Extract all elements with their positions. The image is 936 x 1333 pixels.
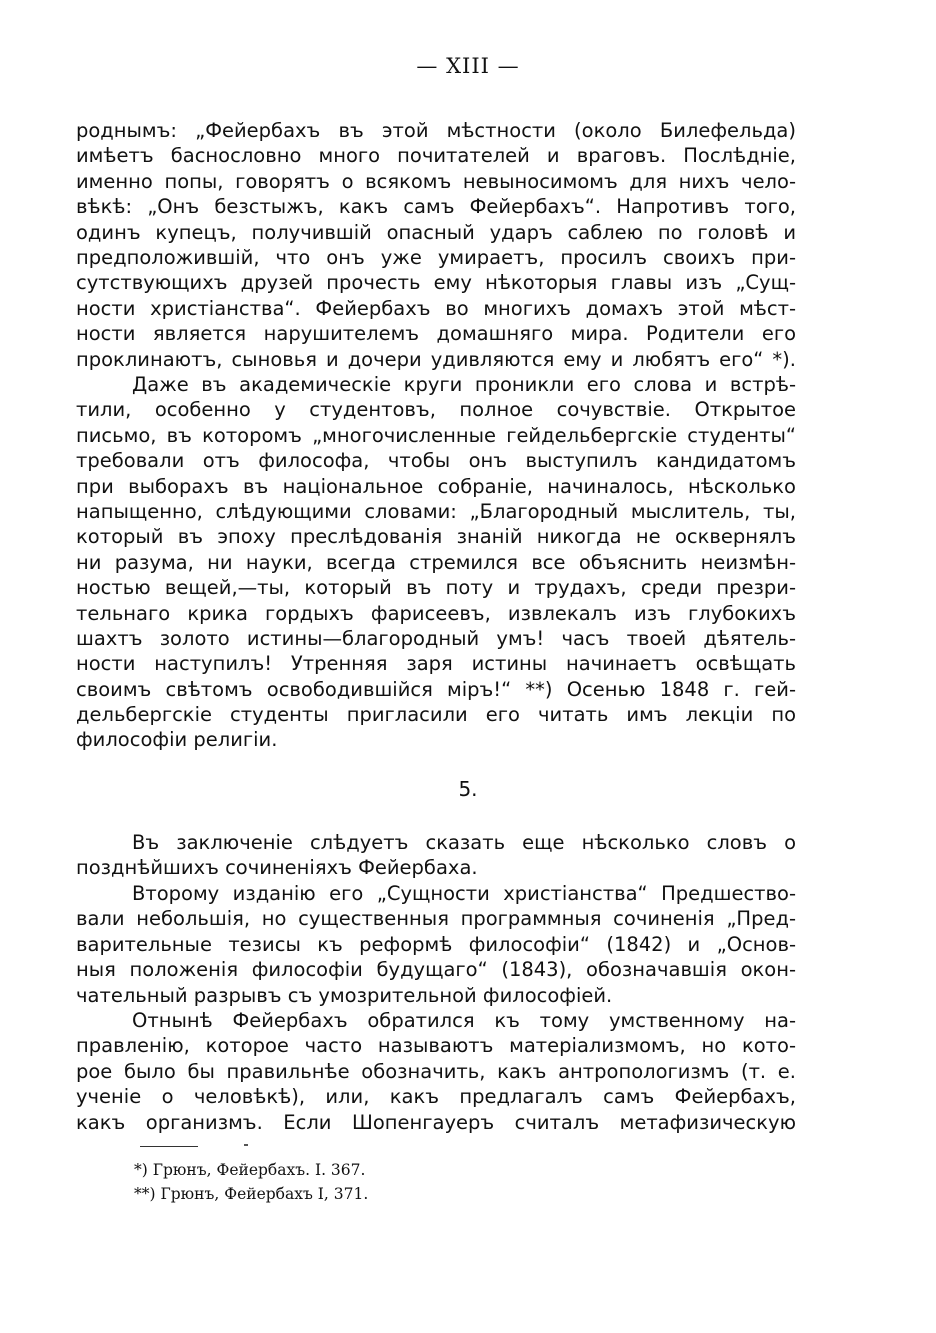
text-line: проклинаютъ, сыновья и дочери удивляются ему и любятъ его“ *). [76, 347, 796, 371]
text-line: тили, особенно у студентовъ, полное сочувствіе. Открытое [76, 398, 796, 422]
paragraph-2 [76, 372, 796, 753]
footnote: **) Грюнъ, Фейербахъ I, 371. [134, 1185, 369, 1203]
text-line: именно попы, говорятъ о всякомъ невыносимомъ для нихъ чело- [76, 169, 796, 193]
footnote-divider [140, 1146, 198, 1147]
text-line: Отнынѣ Фейербахъ обратился къ тому умственному на- [132, 1009, 796, 1032]
text-line: ностью вещей,—ты, который въ поту и трудахъ, среди презри- [76, 576, 796, 600]
paragraph-4 [76, 881, 796, 1008]
text-line: ни разума, ни науки, всегда стремился все объяснить неизмѣн- [76, 550, 796, 574]
text-line: Въ заключеніе слѣдуетъ сказать еще нѣсколько словъ о [132, 831, 796, 854]
text-line: роднымъ: „Фейербахъ въ этой мѣстности (около Билефельда) [76, 119, 796, 142]
text-line: требовали отъ философа, чтобы онъ выступилъ кандидатомъ [76, 449, 796, 473]
footnote: *) Грюнъ, Фейербахъ. I. 367. [134, 1161, 366, 1179]
text-line: ученіе о человѣкѣ), или, какъ предлагалъ самъ Фейербахъ, [76, 1085, 796, 1109]
text-line: сутствующихъ друзей прочесть ему нѣкоторыя главы изъ „Сущ- [76, 271, 796, 295]
text-line: правленію, которое часто называютъ матеріализмомъ, но кото- [76, 1034, 796, 1058]
text-line: позднѣйшихъ сочиненіяхъ Фейербаха. [76, 856, 478, 880]
text-line: напыщенно, слѣдующими словами: „Благородный мыслитель, ты, [76, 499, 796, 523]
page-header [0, 54, 936, 78]
footnote-divider-mark [244, 1144, 248, 1146]
text-line: своимъ свѣтомъ освободившійся міръ!“ **) Осенью 1848 г. гей- [76, 677, 796, 701]
section-number: 5. [458, 777, 478, 801]
text-line: который въ эпоху преслѣдованія знаній никогда не осквернялъ [76, 525, 796, 549]
text-line: письмо, въ которомъ „многочисленные гейдельбергскіе студенты“ [76, 423, 796, 447]
text-line: вали небольшія, но существенныя программныя сочиненія „Пред- [76, 907, 796, 931]
text-line: ности наступилъ! Утренняя заря истины начинаетъ освѣщать [76, 652, 796, 676]
text-line: вѣкѣ: „Онъ безстыжъ, какъ самъ Фейербахъ“. Напротивъ того, [76, 195, 796, 219]
text-line: шахтъ золото истины—благородный умъ! часъ твоей дѣятель- [76, 626, 796, 650]
paragraph-1 [76, 118, 796, 372]
text-line: Второму изданію его „Сущности христіанства“ Предшество- [132, 882, 796, 905]
paragraph-3 [76, 830, 796, 881]
text-line: чательный разрывъ съ умозрительной философіей. [76, 983, 613, 1007]
text-line: при выборахъ въ національное собраніе, начиналось, нѣсколько [76, 474, 796, 498]
text-line: ности христіанства“. Фейербахъ во многихъ домахъ этой мѣст- [76, 296, 796, 320]
text-line: имѣетъ баснословно много почитателей и враговъ. Послѣдніе, [76, 144, 796, 168]
text-line: ныя положенія философіи будущаго“ (1843), обозначавшія окон- [76, 958, 796, 982]
page-number: — XIII — [416, 54, 520, 78]
text-line: ности является нарушителемъ домашняго мира. Родители его [76, 322, 796, 346]
text-line: варительные тезисы къ реформѣ философіи“ (1842) и „Основ- [76, 932, 796, 956]
footnotes [134, 1158, 368, 1206]
text-line: какъ организмъ. Если Шопенгауеръ считалъ метафизическую [76, 1110, 796, 1134]
text-line: дельбергскіе студенты пригласили его читать имъ лекціи по [76, 703, 796, 727]
text-line: рое было бы правильнѣе обозначить, какъ антропологизмъ (т. е. [76, 1059, 796, 1083]
text-line: философіи религіи. [76, 728, 278, 752]
text-line: одинъ купецъ, получившій опасный ударъ саблею по головѣ и [76, 220, 796, 244]
text-line: предположившій, что онъ уже умираетъ, просилъ своихъ при- [76, 245, 796, 269]
text-line: Даже въ академическіе круги проникли его слова и встрѣ- [132, 373, 796, 396]
paragraph-5 [76, 1008, 796, 1135]
text-line: тельнаго крика гордыхъ фарисеевъ, извлекалъ изъ глубокихъ [76, 601, 796, 625]
